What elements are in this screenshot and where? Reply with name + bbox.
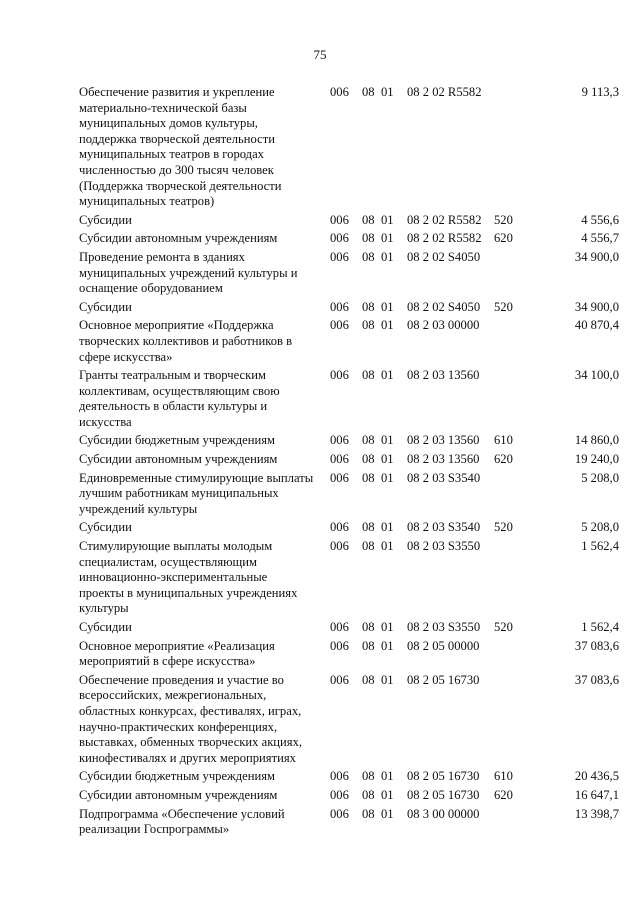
table-row — [79, 520, 619, 536]
row-target-article: 08 2 03 13560 — [407, 433, 480, 448]
row-section-code: 08 — [362, 318, 375, 333]
row-grbs-code: 006 — [330, 539, 349, 554]
row-expense-type: 520 — [494, 212, 513, 227]
table-row — [79, 539, 619, 617]
row-expense-type: 520 — [494, 620, 513, 634]
row-grbs-code: 006 — [330, 299, 349, 314]
row-amount: 1 562,4 — [581, 539, 619, 554]
row-name: Субсидии бюджетным учреждениям — [79, 769, 275, 784]
row-name: Проведение ремонта в зданиях муниципальных учреждений культуры и оснащение оборудованием — [79, 249, 298, 296]
row-subsection-code: 01 — [381, 620, 394, 634]
row-target-article: 08 2 03 13560 — [407, 368, 480, 383]
row-name: Обеспечение проведения и участие во всероссийских, межрегиональных, областных конкурсах, фестивалях, играх, научно-практических конференциях, выставках, обменных творческих акциях, кинофестивалях и других мероприятиях — [79, 672, 303, 765]
row-subsection-code: 01 — [381, 539, 394, 554]
row-grbs-code: 006 — [330, 212, 349, 227]
row-section-code: 08 — [362, 769, 375, 784]
row-amount: 5 208,0 — [581, 470, 619, 485]
table-row — [79, 807, 619, 838]
row-subsection-code: 01 — [381, 249, 394, 264]
row-amount: 1 562,4 — [581, 620, 619, 634]
row-grbs-code: 006 — [330, 620, 349, 634]
row-subsection-code: 01 — [381, 638, 394, 653]
table-row — [79, 213, 619, 229]
row-target-article: 08 2 03 S3540 — [407, 470, 481, 485]
row-amount: 16 647,1 — [574, 787, 619, 802]
row-grbs-code: 006 — [330, 672, 349, 687]
table-row — [79, 300, 619, 316]
row-section-code: 08 — [362, 638, 375, 653]
row-name: Подпрограмма «Обеспечение условий реализации Госпрограммы» — [79, 806, 285, 837]
row-name: Единовременные стимулирующие выплаты лучшим работникам муниципальных учреждений культуры — [79, 470, 314, 516]
row-subsection-code: 01 — [381, 452, 394, 467]
row-subsection-code: 01 — [381, 299, 394, 314]
row-name: Субсидии автономным учреждениям — [79, 452, 278, 467]
row-grbs-code: 006 — [330, 368, 349, 383]
row-grbs-code: 006 — [330, 318, 349, 333]
row-target-article: 08 2 02 S4050 — [407, 249, 481, 264]
row-name: Субсидии автономным учреждениям — [79, 231, 278, 246]
table-row — [79, 452, 619, 468]
table-row — [79, 471, 619, 518]
row-grbs-code: 006 — [330, 520, 349, 535]
row-amount: 5 208,0 — [581, 520, 619, 535]
row-name: Гранты театральным и творческим коллективам, осуществляющим свою деятельность в области культуры и искусства — [79, 368, 280, 429]
row-section-code: 08 — [362, 85, 375, 99]
row-name: Обеспечение развития и укрепление материально-технической базы муниципальных домов культуры, поддержка творческой деятельности муниципальных театров в городах численностью до 300 тысяч человек (Поддержка творческой деятельности муниципальных театров) — [79, 85, 282, 209]
row-target-article: 08 2 02 S4050 — [407, 299, 481, 314]
row-target-article: 08 2 03 00000 — [407, 318, 480, 333]
row-amount: 19 240,0 — [574, 452, 619, 467]
row-section-code: 08 — [362, 520, 375, 535]
row-expense-type: 620 — [494, 231, 513, 246]
row-name: Субсидии — [79, 520, 132, 535]
row-target-article: 08 2 03 13560 — [407, 452, 480, 467]
row-grbs-code: 006 — [330, 452, 349, 467]
table-row — [79, 250, 619, 297]
row-subsection-code: 01 — [381, 787, 394, 802]
row-target-article: 08 2 02 R5582 — [407, 231, 482, 246]
row-target-article: 08 2 02 R5582 — [407, 212, 482, 227]
row-section-code: 08 — [362, 470, 375, 485]
row-expense-type: 620 — [494, 452, 513, 467]
row-grbs-code: 006 — [330, 769, 349, 784]
row-section-code: 08 — [362, 249, 375, 264]
table-row — [79, 368, 619, 430]
row-target-article: 08 2 05 16730 — [407, 769, 480, 784]
table-row — [79, 85, 619, 210]
row-name: Основное мероприятие «Реализация мероприятий в сфере искусства» — [79, 638, 275, 669]
row-name: Субсидии — [79, 212, 132, 227]
row-target-article: 08 2 05 16730 — [407, 672, 480, 687]
table-row — [79, 788, 619, 804]
table-row — [79, 231, 619, 247]
row-target-article: 08 2 02 R5582 — [407, 85, 482, 99]
table-row — [79, 769, 619, 785]
row-section-code: 08 — [362, 806, 375, 821]
row-target-article: 08 2 03 S3550 — [407, 620, 481, 634]
row-section-code: 08 — [362, 368, 375, 383]
row-amount: 34 900,0 — [574, 299, 619, 314]
table-row — [79, 673, 619, 767]
row-name: Субсидии — [79, 299, 132, 314]
row-amount: 37 083,6 — [574, 672, 619, 687]
row-subsection-code: 01 — [381, 520, 394, 535]
row-section-code: 08 — [362, 299, 375, 314]
row-name: Субсидии — [79, 620, 132, 634]
row-subsection-code: 01 — [381, 672, 394, 687]
row-grbs-code: 006 — [330, 231, 349, 246]
row-amount: 20 436,5 — [574, 769, 619, 784]
row-name: Основное мероприятие «Поддержка творческих коллективов и работников в сфере искусства» — [79, 318, 293, 364]
row-amount: 34 900,0 — [574, 249, 619, 264]
row-name: Субсидии бюджетным учреждениям — [79, 433, 275, 448]
row-expense-type: 610 — [494, 433, 513, 448]
row-section-code: 08 — [362, 452, 375, 467]
row-subsection-code: 01 — [381, 433, 394, 448]
row-name: Субсидии автономным учреждениям — [79, 787, 278, 802]
row-subsection-code: 01 — [381, 769, 394, 784]
row-amount: 4 556,7 — [581, 231, 619, 246]
row-section-code: 08 — [362, 539, 375, 554]
row-expense-type: 520 — [494, 299, 513, 314]
row-section-code: 08 — [362, 620, 375, 634]
row-amount: 40 870,4 — [574, 318, 619, 333]
row-section-code: 08 — [362, 231, 375, 246]
row-grbs-code: 006 — [330, 806, 349, 821]
row-amount: 4 556,6 — [581, 212, 619, 227]
row-section-code: 08 — [362, 787, 375, 802]
table-row — [79, 620, 619, 636]
row-subsection-code: 01 — [381, 806, 394, 821]
page-number: 75 — [313, 47, 327, 62]
row-section-code: 08 — [362, 212, 375, 227]
row-subsection-code: 01 — [381, 85, 394, 99]
row-amount: 37 083,6 — [574, 638, 619, 653]
row-subsection-code: 01 — [381, 318, 394, 333]
row-grbs-code: 006 — [330, 638, 349, 653]
row-grbs-code: 006 — [330, 787, 349, 802]
row-grbs-code: 006 — [330, 249, 349, 264]
budget-table — [79, 85, 619, 841]
row-target-article: 08 2 05 16730 — [407, 787, 480, 802]
row-amount: 13 398,7 — [574, 806, 619, 821]
row-expense-type: 610 — [494, 769, 513, 784]
row-section-code: 08 — [362, 672, 375, 687]
row-target-article: 08 3 00 00000 — [407, 806, 480, 821]
row-amount: 9 113,3 — [581, 85, 619, 99]
row-target-article: 08 2 03 S3540 — [407, 520, 481, 535]
row-subsection-code: 01 — [381, 470, 394, 485]
table-row — [79, 639, 619, 670]
row-subsection-code: 01 — [381, 368, 394, 383]
row-name: Стимулирующие выплаты молодым специалистам, осуществляющим инновационно-экспериментальные проекты в муниципальных учреждениях культуры — [79, 539, 298, 616]
table-row — [79, 433, 619, 449]
row-amount: 14 860,0 — [574, 433, 619, 448]
row-target-article: 08 2 03 S3550 — [407, 539, 481, 554]
row-grbs-code: 006 — [330, 470, 349, 485]
row-grbs-code: 006 — [330, 433, 349, 448]
row-expense-type: 520 — [494, 520, 513, 535]
table-row — [79, 318, 619, 365]
row-amount: 34 100,0 — [574, 368, 619, 383]
row-section-code: 08 — [362, 433, 375, 448]
row-subsection-code: 01 — [381, 212, 394, 227]
row-expense-type: 620 — [494, 787, 513, 802]
row-subsection-code: 01 — [381, 231, 394, 246]
row-grbs-code: 006 — [330, 85, 349, 99]
row-target-article: 08 2 05 00000 — [407, 638, 480, 653]
